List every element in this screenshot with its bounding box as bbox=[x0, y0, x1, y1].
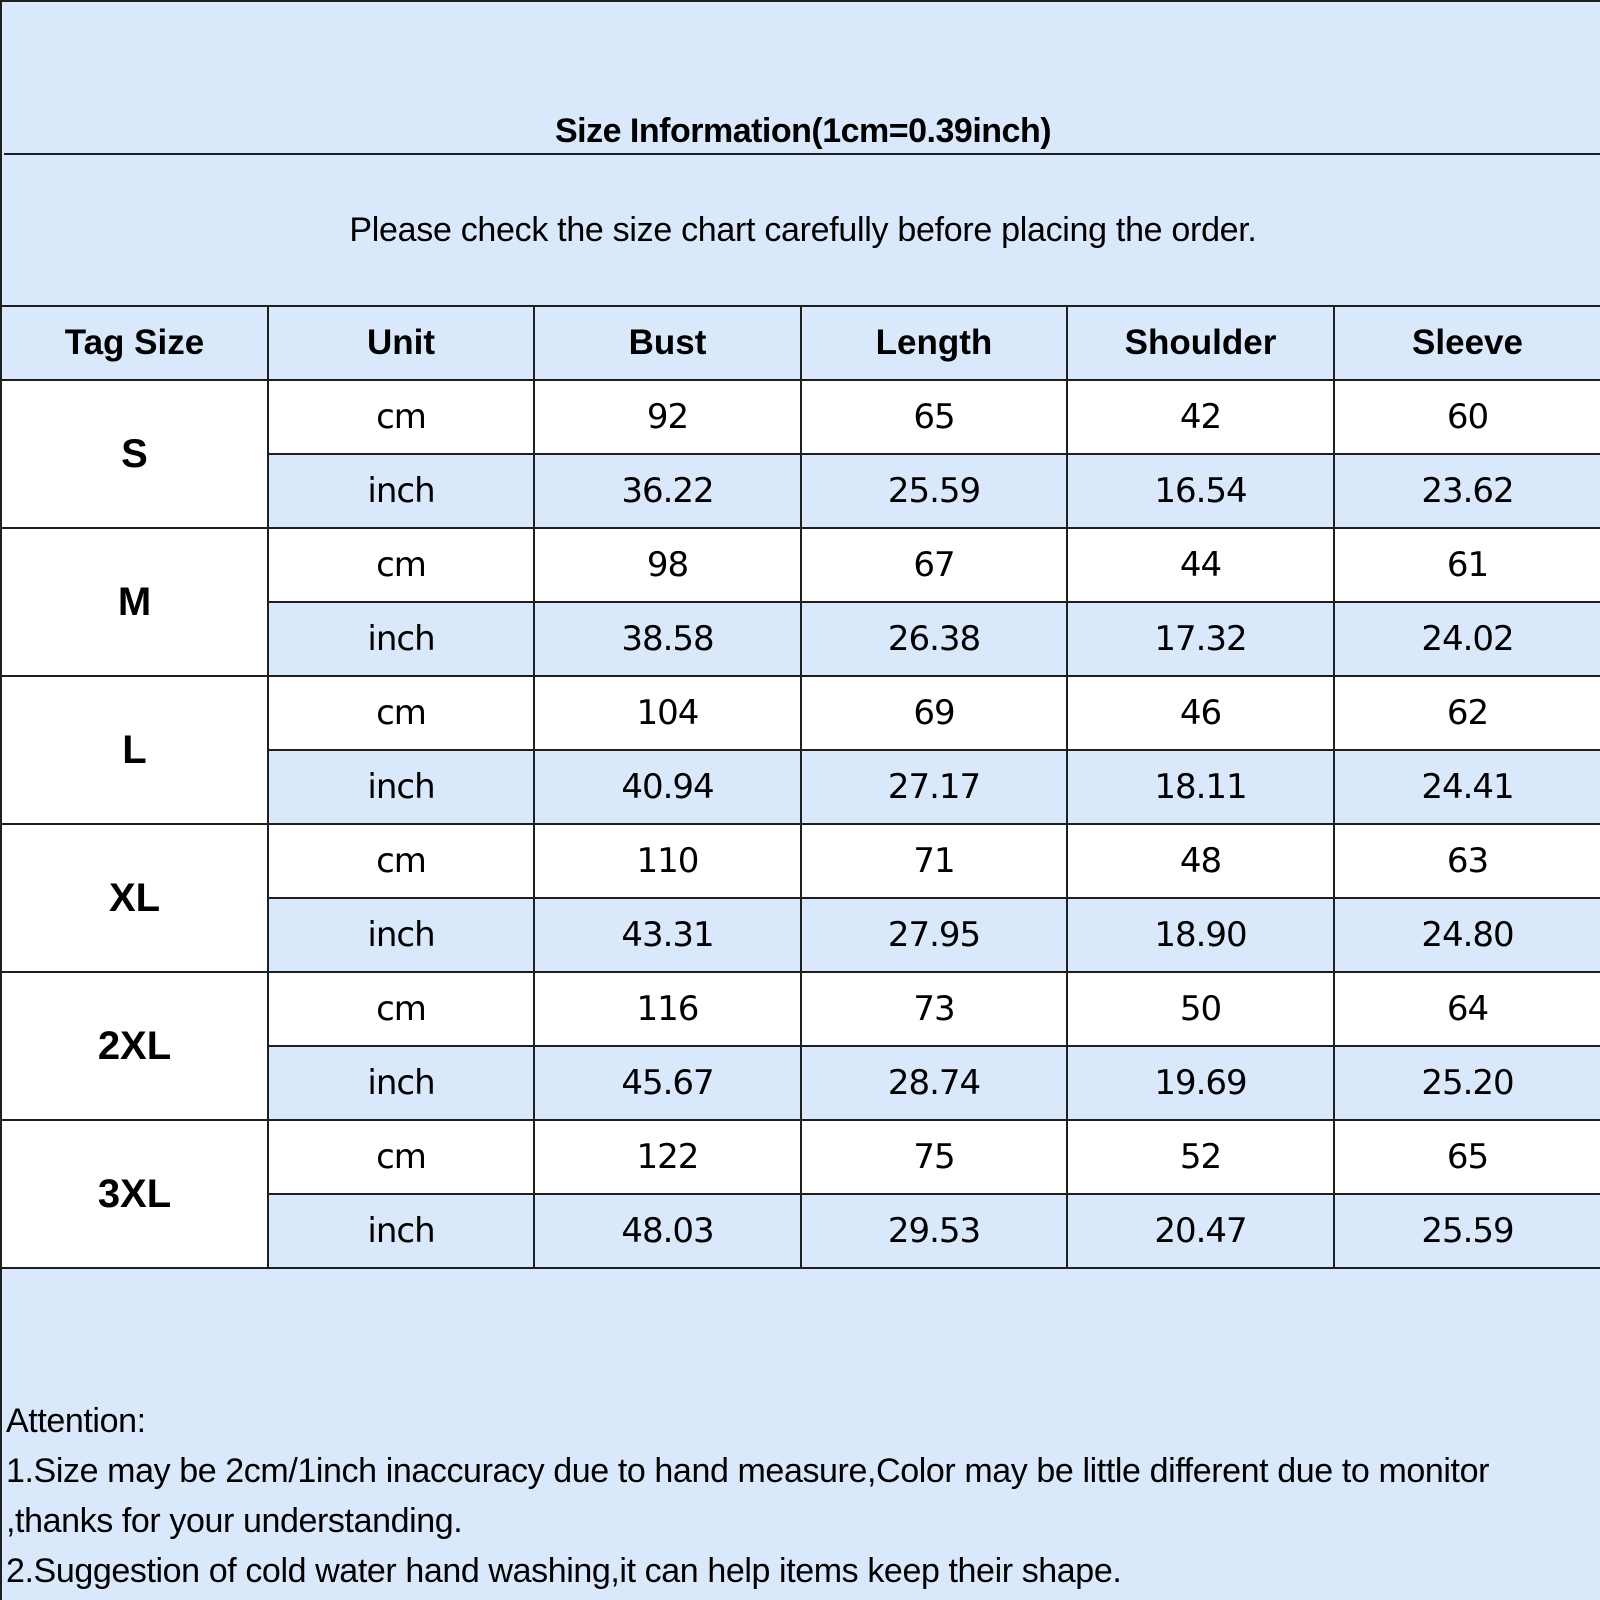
shoulder-cell: 16.54 bbox=[1067, 454, 1334, 528]
table-row bbox=[1, 824, 1600, 898]
sleeve-cell: 60 bbox=[1334, 380, 1600, 454]
unit-cell: cm bbox=[268, 824, 534, 898]
length-cell: 73 bbox=[801, 972, 1067, 1046]
shoulder-cell: 42 bbox=[1067, 380, 1334, 454]
tag-size-cell: M bbox=[1, 528, 268, 676]
length-cell: 27.95 bbox=[801, 898, 1067, 972]
length-cell: 71 bbox=[801, 824, 1067, 898]
table-row bbox=[1, 380, 1600, 454]
bust-cell: 104 bbox=[534, 676, 801, 750]
header-unit: Unit bbox=[268, 306, 534, 380]
shoulder-cell: 20.47 bbox=[1067, 1194, 1334, 1268]
shoulder-cell: 52 bbox=[1067, 1120, 1334, 1194]
table-row bbox=[1, 528, 1600, 602]
header-bust: Bust bbox=[534, 306, 801, 380]
shoulder-cell: 44 bbox=[1067, 528, 1334, 602]
shoulder-cell: 18.11 bbox=[1067, 750, 1334, 824]
shoulder-cell: 50 bbox=[1067, 972, 1334, 1046]
unit-cell: inch bbox=[268, 750, 534, 824]
header-length: Length bbox=[801, 306, 1067, 380]
length-cell: 29.53 bbox=[801, 1194, 1067, 1268]
length-cell: 28.74 bbox=[801, 1046, 1067, 1120]
unit-cell: cm bbox=[268, 972, 534, 1046]
unit-cell: cm bbox=[268, 1120, 534, 1194]
attention-heading: Attention: bbox=[6, 1402, 146, 1440]
sleeve-cell: 23.62 bbox=[1334, 454, 1600, 528]
table-row bbox=[1, 676, 1600, 750]
bust-cell: 98 bbox=[534, 528, 801, 602]
tag-size-cell: 2XL bbox=[1, 972, 268, 1120]
length-cell: 65 bbox=[801, 380, 1067, 454]
length-cell: 27.17 bbox=[801, 750, 1067, 824]
shoulder-cell: 17.32 bbox=[1067, 602, 1334, 676]
bust-cell: 116 bbox=[534, 972, 801, 1046]
bust-cell: 48.03 bbox=[534, 1194, 801, 1268]
bust-cell: 38.58 bbox=[534, 602, 801, 676]
unit-cell: inch bbox=[268, 1046, 534, 1120]
title-band bbox=[4, 4, 1600, 155]
sleeve-cell: 24.41 bbox=[1334, 750, 1600, 824]
header-shoulder: Shoulder bbox=[1067, 306, 1334, 380]
shoulder-cell: 46 bbox=[1067, 676, 1334, 750]
bust-cell: 40.94 bbox=[534, 750, 801, 824]
tag-size-cell: S bbox=[1, 380, 268, 528]
table-row bbox=[1, 972, 1600, 1046]
unit-cell: cm bbox=[268, 380, 534, 454]
header-sleeve: Sleeve bbox=[1334, 306, 1600, 380]
sleeve-cell: 25.20 bbox=[1334, 1046, 1600, 1120]
length-cell: 25.59 bbox=[801, 454, 1067, 528]
unit-cell: inch bbox=[268, 454, 534, 528]
unit-cell: cm bbox=[268, 676, 534, 750]
sleeve-cell: 64 bbox=[1334, 972, 1600, 1046]
bust-cell: 43.31 bbox=[534, 898, 801, 972]
length-cell: 69 bbox=[801, 676, 1067, 750]
shoulder-cell: 19.69 bbox=[1067, 1046, 1334, 1120]
length-cell: 26.38 bbox=[801, 602, 1067, 676]
sleeve-cell: 61 bbox=[1334, 528, 1600, 602]
bust-cell: 45.67 bbox=[534, 1046, 801, 1120]
table-header-row bbox=[1, 306, 1600, 380]
attention-note-2: 2.Suggestion of cold water hand washing,it can help items keep their shape. bbox=[6, 1552, 1122, 1590]
bust-cell: 122 bbox=[534, 1120, 801, 1194]
tag-size-cell: XL bbox=[1, 824, 268, 972]
notice-band bbox=[4, 155, 1600, 307]
sleeve-cell: 65 bbox=[1334, 1120, 1600, 1194]
length-cell: 67 bbox=[801, 528, 1067, 602]
sleeve-cell: 24.02 bbox=[1334, 602, 1600, 676]
tag-size-cell: L bbox=[1, 676, 268, 824]
unit-cell: inch bbox=[268, 602, 534, 676]
bust-cell: 110 bbox=[534, 824, 801, 898]
sleeve-cell: 62 bbox=[1334, 676, 1600, 750]
attention-note-1: 1.Size may be 2cm/1inch inaccuracy due to hand measure,Color may be little different due to monitor ,thanks for your understanding. bbox=[6, 1452, 1490, 1540]
tag-size-cell: 3XL bbox=[1, 1120, 268, 1268]
notice-text: Please check the size chart carefully before placing the order. bbox=[349, 211, 1257, 249]
bust-cell: 36.22 bbox=[534, 454, 801, 528]
unit-cell: cm bbox=[268, 528, 534, 602]
sleeve-cell: 25.59 bbox=[1334, 1194, 1600, 1268]
sleeve-cell: 24.80 bbox=[1334, 898, 1600, 972]
header-tag-size: Tag Size bbox=[1, 306, 268, 380]
page-title: Size Information(1cm=0.39inch) bbox=[554, 112, 1052, 150]
unit-cell: inch bbox=[268, 898, 534, 972]
attention-notes bbox=[6, 1396, 1596, 1596]
bust-cell: 92 bbox=[534, 380, 801, 454]
shoulder-cell: 18.90 bbox=[1067, 898, 1334, 972]
table-row bbox=[1, 1120, 1600, 1194]
unit-cell: inch bbox=[268, 1194, 534, 1268]
length-cell: 75 bbox=[801, 1120, 1067, 1194]
shoulder-cell: 48 bbox=[1067, 824, 1334, 898]
size-table bbox=[0, 305, 1600, 1269]
sleeve-cell: 63 bbox=[1334, 824, 1600, 898]
